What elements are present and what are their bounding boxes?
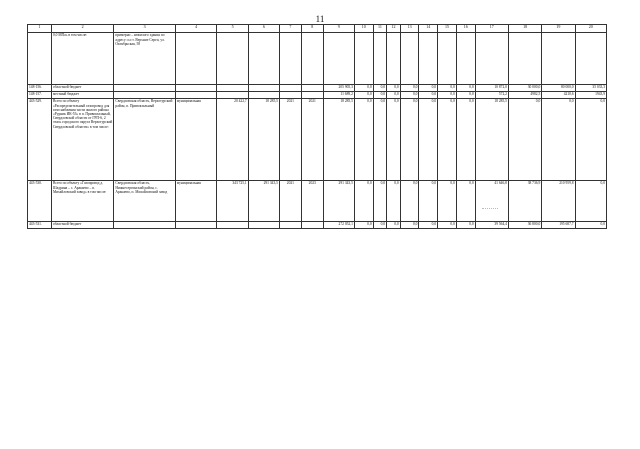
header-number-cell: 7: [279, 25, 301, 33]
table-cell: [542, 33, 575, 85]
table-cell: 272 052,1: [323, 222, 354, 229]
table-cell: 0,0: [354, 181, 373, 222]
table-cell: 4210,6: [542, 92, 575, 99]
table-cell: 0,0: [419, 181, 438, 222]
table-cell: 0,0: [508, 99, 541, 181]
table-cell: [279, 85, 301, 92]
table-cell: 2021: [301, 99, 323, 181]
table-cell: [279, 222, 301, 229]
table-cell: 2023: [301, 181, 323, 222]
table-cell: местный бюджет: [51, 92, 113, 99]
table-cell: 443-530.: [28, 181, 52, 222]
table-cell: 38 736,9: [508, 181, 541, 222]
table-cell: [301, 92, 323, 99]
table-cell: 30 000,0: [508, 85, 541, 92]
table-cell: 291 343,5: [248, 181, 279, 222]
table-cell: 20 422,7: [217, 99, 248, 181]
header-number-cell: 18: [508, 25, 541, 33]
table-cell: 443-529.: [28, 99, 52, 181]
table-cell: 0,0: [456, 92, 475, 99]
header-number-cell: 8: [301, 25, 323, 33]
table-cell: 148-157.: [28, 92, 52, 99]
table-cell: [323, 33, 354, 85]
table-cell: 0,0: [387, 99, 401, 181]
table-cell: Свердловская область, Верхотурский район, п. Привокзальный: [114, 99, 175, 181]
header-number-cell: 9: [323, 25, 354, 33]
header-number-cell: 10: [354, 25, 373, 33]
header-number-cell: 6: [248, 25, 279, 33]
table-cell: [373, 33, 387, 85]
header-number-cell: 5: [217, 25, 248, 33]
table-cell: муниципальная: [175, 181, 217, 222]
table-cell: [248, 222, 279, 229]
table-cell: областной бюджет: [51, 85, 113, 92]
table-cell: [175, 85, 217, 92]
table-cell: [508, 33, 541, 85]
table-cell: 0,0: [373, 181, 387, 222]
table-cell: 2021: [279, 99, 301, 181]
table-cell: 0,0: [575, 181, 606, 222]
table-cell: [175, 222, 217, 229]
table-cell: областной бюджет: [51, 222, 113, 229]
table-cell: 0,0: [456, 222, 475, 229]
table-cell: 0,0: [438, 92, 457, 99]
header-number-cell: 11: [373, 25, 387, 33]
table-cell: [301, 85, 323, 92]
table-cell: муниципальная: [175, 99, 217, 181]
table-cell: [456, 33, 475, 85]
table-cell: 18 285,5: [475, 99, 508, 181]
table-cell: [217, 85, 248, 92]
scan-mark: [482, 208, 498, 209]
header-number-cell: 1: [28, 25, 52, 33]
table-cell: 0,0: [400, 92, 419, 99]
header-number-cell: 12: [387, 25, 401, 33]
table-cell: 0,0: [419, 92, 438, 99]
table-cell: [279, 92, 301, 99]
table-cell: 291 343,5: [323, 181, 354, 222]
header-number-cell: 2: [51, 25, 113, 33]
table-cell: 2021: [279, 181, 301, 222]
table-cell: 0,0: [373, 85, 387, 92]
table-cell: 0,0: [387, 85, 401, 92]
table-cell: Свердловская область, Нижнесергинский район, с. Аракаево, п. Михайловский завод: [114, 181, 175, 222]
table-cell: 0,0: [373, 99, 387, 181]
header-number-cell: 13: [400, 25, 419, 33]
table-cell: [438, 33, 457, 85]
table-cell: [175, 33, 217, 85]
table-cell: [217, 92, 248, 99]
header-number-cell: 3: [114, 25, 175, 33]
table-cell: 443-531.: [28, 222, 52, 229]
table-cell: [400, 33, 419, 85]
table-cell: 4982,5: [508, 92, 541, 99]
table-cell: 0,0: [456, 99, 475, 181]
table-cell: 80 000,0: [542, 85, 575, 92]
table-cell: [354, 33, 373, 85]
table-cell: [114, 92, 175, 99]
table-cell: [279, 33, 301, 85]
table-cell: [175, 92, 217, 99]
table-cell: [217, 33, 248, 85]
table-cell: 0,0: [387, 181, 401, 222]
table-cell: примерно – нежилого здания по адресу: п.г.т. Верхние Серги, ул. Октябрьская, 58: [114, 33, 175, 85]
table-cell: 0,0: [419, 99, 438, 181]
table-cell: [114, 85, 175, 92]
table-cell: 205 905,3: [323, 85, 354, 92]
table-cell: 0,0: [456, 181, 475, 222]
table-cell: 0,0: [438, 181, 457, 222]
table-cell: 0,0: [456, 85, 475, 92]
table-cell: 41 646,8: [475, 181, 508, 222]
table-cell: [114, 222, 175, 229]
header-number-cell: 16: [456, 25, 475, 33]
table-row: [28, 181, 607, 222]
table-cell: 0,0: [400, 181, 419, 222]
table-cell: 210 959,8: [542, 181, 575, 222]
table-cell: 11 689,2: [323, 92, 354, 99]
table-cell: 0,0: [400, 222, 419, 229]
table-cell: 35 033,3: [575, 85, 606, 92]
table-cell: 0,0: [575, 99, 606, 181]
table-cell: [419, 33, 438, 85]
table-cell: 0,0: [354, 99, 373, 181]
header-number-cell: 4: [175, 25, 217, 33]
table-cell: 148-156.: [28, 85, 52, 92]
header-number-cell: 20: [575, 25, 606, 33]
table-cell: [575, 33, 606, 85]
table-cell: 0,0: [400, 85, 419, 92]
table-cell: 1943,9: [575, 92, 606, 99]
header-number-cell: 14: [419, 25, 438, 33]
table-cell: Всего по объекту «Газопровод д. Шадрина – с. Аракаево – п. Михайловский завод» в том числе:: [51, 181, 113, 222]
table-cell: 36 800,0: [508, 222, 541, 229]
table-cell: 10 872,0: [475, 85, 508, 92]
table-row: [28, 92, 607, 99]
table-cell: 0,0: [419, 222, 438, 229]
table-cell: 0,0: [373, 92, 387, 99]
table-cell: 0,0: [438, 222, 457, 229]
table-cell: Всего по объекту «Распределительный газопровод для газоснабжения части жилого района «Рудник ИК-53» в п. Привокзальный, Свердловской области от ГРП-6, 2 этап» городского округа Верхотурский Свердловской области» в том числе:: [51, 99, 113, 181]
table-cell: 0,0: [387, 222, 401, 229]
table-row: [28, 85, 607, 92]
table-cell: 18 285,5: [248, 99, 279, 181]
table-row: [28, 222, 607, 229]
header-number-cell: 19: [542, 25, 575, 33]
table-cell: 0,0: [438, 85, 457, 92]
table-cell: 39 564,4: [475, 222, 508, 229]
table-cell: [301, 222, 323, 229]
table-cell: [248, 92, 279, 99]
table-cell: [387, 33, 401, 85]
table-cell: 0,0: [400, 99, 419, 181]
page-number: 11: [315, 14, 325, 24]
table-cell: [28, 33, 52, 85]
table-cell: [301, 33, 323, 85]
header-number-cell: 15: [438, 25, 457, 33]
table-cell: 0,0: [438, 99, 457, 181]
table-cell: 0,0: [373, 222, 387, 229]
table-row: [28, 33, 607, 85]
table-row: [28, 99, 607, 181]
table-cell: 195 687,7: [542, 222, 575, 229]
table-cell: 0,0: [419, 85, 438, 92]
table-cell: 343 725,1: [217, 181, 248, 222]
table-cell: 0,0: [542, 99, 575, 181]
table-cell: [217, 222, 248, 229]
table-cell: 0,0: [354, 92, 373, 99]
table-cell: [248, 33, 279, 85]
header-number-row: [28, 25, 607, 33]
table-cell: 0,0: [354, 85, 373, 92]
header-number-cell: 17: [475, 25, 508, 33]
budget-table: [27, 24, 607, 229]
table-cell: 0,0: [575, 222, 606, 229]
table-cell: 0,0: [354, 222, 373, 229]
table-cell: 0,0 МПа» в том числе:: [51, 33, 113, 85]
table-cell: 18 285,5: [323, 99, 354, 181]
table-cell: [475, 33, 508, 85]
table-cell: 572,2: [475, 92, 508, 99]
table-cell: [248, 85, 279, 92]
table-cell: 0,0: [387, 92, 401, 99]
